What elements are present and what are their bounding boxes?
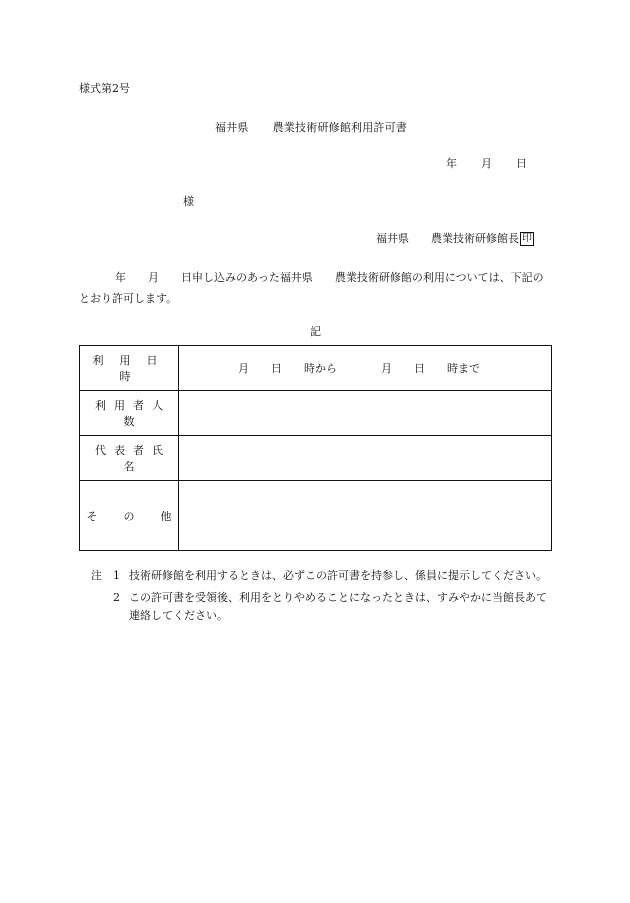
label-other: そ の 他 [80, 481, 179, 551]
ki-heading: 記 [310, 325, 321, 338]
addressee: 様 [183, 195, 194, 208]
body-paragraph [79, 267, 553, 309]
issuer [376, 230, 534, 246]
notes [91, 567, 556, 625]
note-item [91, 567, 556, 585]
date-day: 日 [516, 157, 527, 170]
title-facility-doc: 農業技術研修館利用許可書 [272, 121, 408, 134]
label-user-count: 利用者人数 [80, 391, 179, 436]
dt-day-2: 日 [414, 362, 425, 375]
issuer-prefecture: 福井県 [376, 232, 409, 245]
date-month: 月 [481, 157, 492, 170]
title-prefecture: 福井県 [215, 121, 249, 134]
table-row [80, 346, 552, 391]
body-month: 月 [148, 271, 159, 284]
note-number: 2 [113, 591, 120, 604]
body-text-main: 農業技術研修館の利用については、下記のとおり許可します。 [79, 271, 544, 305]
dt-month-2: 月 [381, 362, 392, 375]
dt-until: 時まで [447, 362, 480, 375]
document-title [215, 119, 407, 135]
table-row [80, 391, 552, 436]
issue-date [446, 155, 527, 171]
form-number: 様式第2号 [79, 82, 130, 95]
dt-month-1: 月 [238, 362, 249, 375]
dt-from: 時から [304, 362, 337, 375]
representative-value [179, 436, 552, 481]
body-text-after-date: 日申し込みのあった福井県 [181, 271, 313, 284]
date-year: 年 [446, 157, 457, 170]
table-row [80, 481, 552, 551]
label-representative: 代表者氏名 [80, 436, 179, 481]
issuer-name: 農業技術研修館長 [431, 232, 519, 245]
permit-table [79, 345, 552, 551]
other-value [179, 481, 552, 551]
usage-datetime-value [179, 346, 552, 391]
body-year: 年 [115, 271, 126, 284]
table-row [80, 436, 552, 481]
label-usage-datetime: 利用日時 [80, 346, 179, 391]
note-text: この許可書を受領後、利用をとりやめることになったときは、すみやかに当館長あて連絡してください。 [129, 591, 547, 622]
note-number: 1 [113, 569, 120, 582]
user-count-value [179, 391, 552, 436]
note-mark: 注 [91, 569, 102, 582]
note-item [91, 589, 556, 625]
note-text: 技術研修館を利用するときは、必ずこの許可書を持参し、係員に提示してください。 [129, 569, 547, 582]
seal-mark: 印 [522, 233, 532, 244]
dt-day-1: 日 [271, 362, 282, 375]
